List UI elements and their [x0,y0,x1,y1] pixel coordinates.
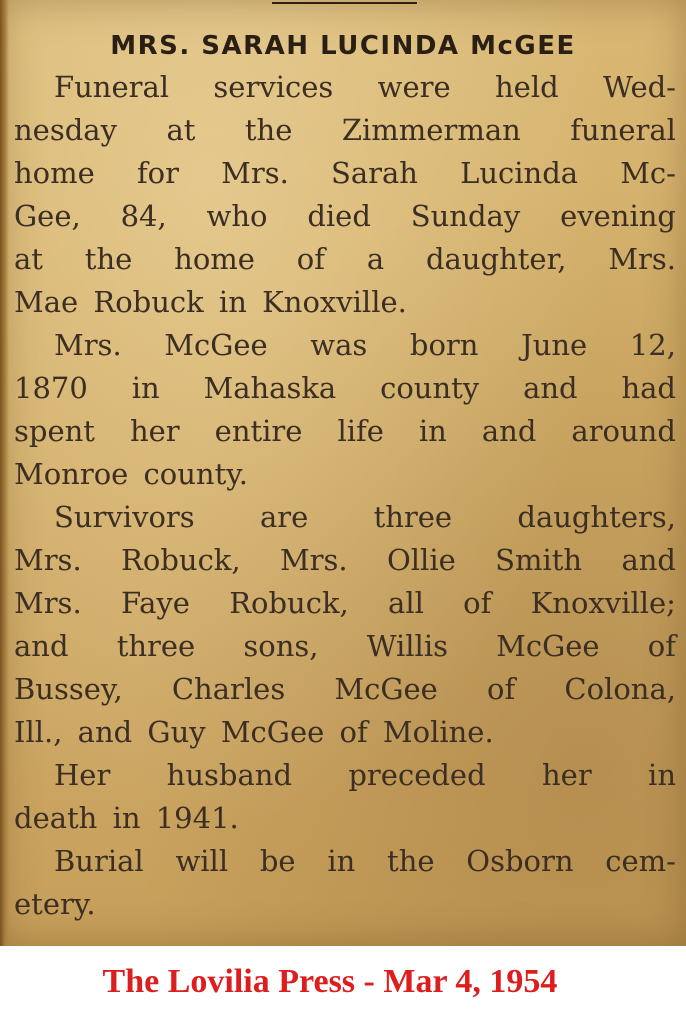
text-line: Mrs. McGee was born June 12, [54,328,676,362]
text-line: nesday at the Zimmerman funeral [14,113,676,147]
text-line: Monroe county. [14,457,248,491]
text-line: Mrs. Robuck, Mrs. Ollie Smith and [14,543,676,577]
text-line: Mae Robuck in Knoxville. [14,285,407,319]
text-line: Mrs. Faye Robuck, all of Knoxville; [14,586,676,620]
text-line: spent her entire life in and around [14,414,676,448]
text-line: Survivors are three daughters, [54,500,676,534]
obituary-headline: MRS. SARAH LUCINDA McGEE [110,31,576,61]
text-line: at the home of a daughter, Mrs. [14,242,676,276]
text-line: death in 1941. [14,801,239,835]
text-line: and three sons, Willis McGee of [14,629,676,663]
text-line: Burial will be in the Osborn cem- [54,844,676,878]
text-line: home for Mrs. Sarah Lucinda Mc- [14,156,676,190]
text-line: Her husband preceded her in [54,758,676,792]
text-line: Bussey, Charles McGee of Colona, [14,672,676,706]
source-caption: The Lovilia Press - Mar 4, 1954 [102,963,558,1000]
text-line: Ill., and Guy McGee of Moline. [14,715,494,749]
top-rule-divider [272,2,417,4]
text-line: Gee, 84, who died Sunday evening [14,199,676,233]
clipping-torn-edge [0,0,9,946]
text-line: Funeral services were held Wed- [54,70,676,104]
text-line: etery. [14,887,96,921]
text-line: 1870 in Mahaska county and had [14,371,676,405]
